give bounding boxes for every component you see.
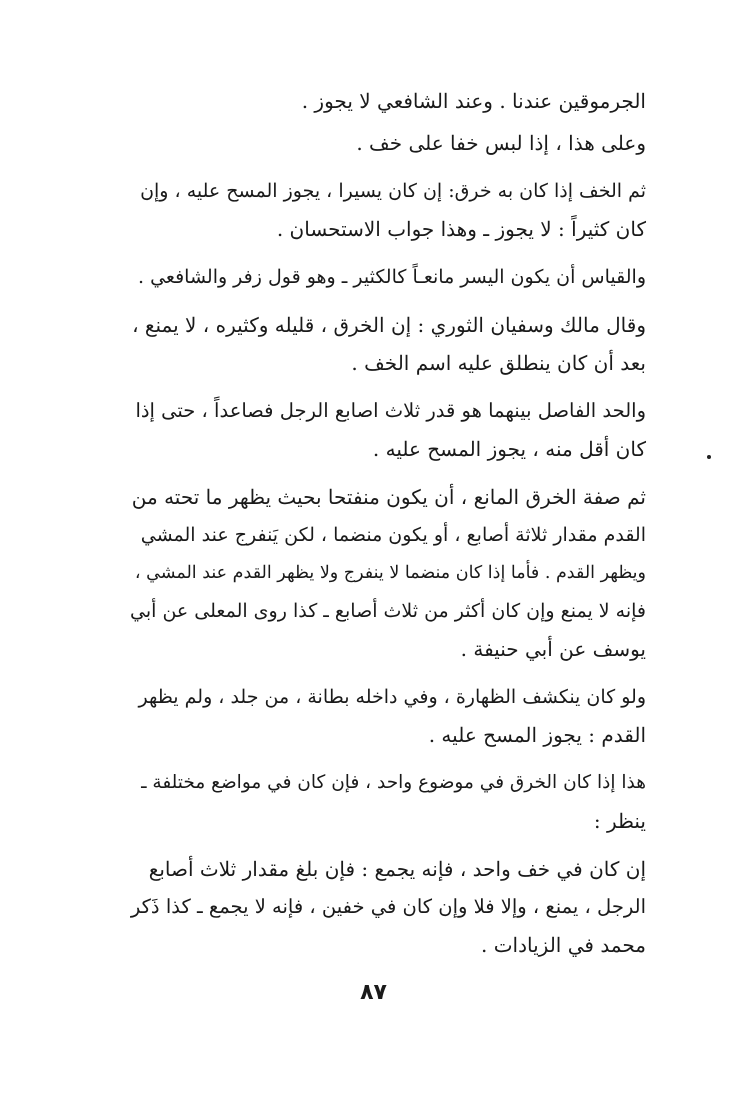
text-line: يوسف عن أبي حنيفة .	[460, 637, 646, 661]
text-line: الرجل ، يمنع ، وإلا فلا وإن كان في خفين ، فإنه لا يجمع ـ كذا ذَكر	[130, 895, 646, 918]
text-line: إن كان في خف واحد ، فإنه يجمع : فإن بلغ مقدار ثلاث أصابع	[148, 857, 646, 881]
paragraph-9	[128, 764, 646, 840]
paragraph-8	[128, 678, 646, 754]
paragraph-5	[128, 306, 646, 382]
paragraph-10	[128, 850, 646, 964]
text-line: كان كثيراً : لا يجوز ـ وهذا جواب الاستحسان .	[276, 217, 646, 241]
text-line: بعد أن كان ينطلق عليه اسم الخف .	[351, 351, 646, 375]
text-line: محمد في الزيادات .	[481, 933, 646, 957]
text-line: القدم مقدار ثلاثة أصابع ، أو يكون منضما ، لكن يَنفرج عند المشي	[140, 524, 646, 546]
scan-speck	[707, 455, 711, 459]
paragraph-1	[128, 82, 646, 120]
text-line: الجرموقين عندنا . وعند الشافعي لا يجوز .	[301, 89, 646, 113]
text-line: ينظر :	[593, 809, 646, 833]
text-line: ثم صفة الخرق المانع ، أن يكون منفتحا بحيث يظهر ما تحته من	[131, 485, 646, 509]
text-line: والحد الفاصل بينهما هو قدر ثلاث اصابع الرجل فصاعداً ، حتى إذا	[135, 399, 646, 422]
paragraph-6	[128, 392, 646, 468]
text-line: القدم : يجوز المسح عليه .	[428, 723, 646, 747]
paragraph-4	[128, 258, 646, 296]
paragraph-3	[128, 172, 646, 248]
text-line: وعلى هذا ، إذا لبس خفا على خف .	[356, 131, 646, 155]
text-line: ولو كان ينكشف الظهارة ، وفي داخله بطانة ، من جلد ، ولم يظهر	[138, 686, 646, 708]
text-line: وقال مالك وسفيان الثوري : إن الخرق ، قليله وكثيره ، لا يمنع ،	[132, 313, 646, 337]
body-text	[128, 82, 646, 974]
page-number: ٨٧	[360, 980, 387, 1005]
text-line: فإنه لا يمنع وإن كان أكثر من ثلاث أصابع ـ كذا روى المعلى عن أبي	[130, 600, 646, 622]
text-line: والقياس أن يكون اليسر مانعـاً كالكثير ـ وهو قول زفر والشافعي .	[138, 266, 646, 288]
text-line: كان أقل منه ، يجوز المسح عليه .	[372, 437, 646, 461]
text-line: هذا إذا كان الخرق في موضوع واحد ، فإن كان في مواضع مختلفة ـ	[141, 772, 646, 793]
paragraph-2	[128, 124, 646, 162]
text-line: ويظهر القدم . فأما إذا كان منضما لا ينفرج ولا يظهر القدم عند المشي ،	[134, 563, 646, 583]
paragraph-7	[128, 478, 646, 668]
text-line: ثم الخف إذا كان به خرق: إن كان يسيرا ، يجوز المسح عليه ، وإن	[140, 180, 646, 202]
